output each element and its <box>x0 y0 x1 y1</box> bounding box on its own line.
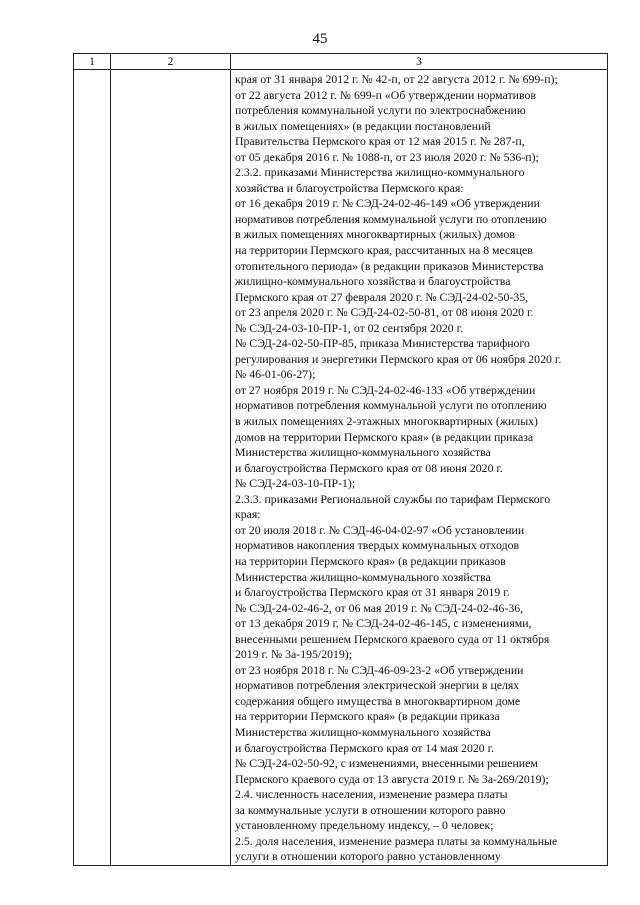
column-3-text <box>231 70 607 865</box>
text-line: в жилых помещениях 2-этажных многоквартирных (жилых) <box>235 414 538 429</box>
text-line: в жилых помещениях многоквартирных (жилых) домов <box>235 227 515 242</box>
column-3-cell <box>231 70 608 866</box>
text-line: на территории Пермского края» (в редакции приказа <box>235 709 500 724</box>
text-line: № 46-01-06-27); <box>235 367 316 382</box>
text-line: 2019 г. № 3а-195/2019); <box>235 647 352 662</box>
column-1-header: 1 <box>74 54 111 70</box>
text-line: отопительного периода» (в редакции приказов Министерства <box>235 258 544 273</box>
text-line: содержания общего имущества в многоквартирном доме <box>235 693 521 708</box>
page-number: 45 <box>312 31 328 47</box>
text-line: края: <box>235 507 261 522</box>
text-line: № СЭД-24-02-50-92, с изменениями, внесенными решением <box>235 756 538 771</box>
text-line: от 23 ноября 2018 г. № СЭД-46-09-23-2 «Об утверждении <box>235 662 524 677</box>
column-2-cell <box>111 70 231 866</box>
text-line: от 05 декабря 2016 г. № 1088-п, от 23 июля 2020 г. № 536-п); <box>235 149 539 164</box>
text-line: 2.5. доля населения, изменение размера платы за коммунальные <box>235 833 558 848</box>
text-line: нормативов потребления коммунальной услуги по отоплению <box>235 398 547 413</box>
text-line: № СЭД-24-03-10-ПР-1); <box>235 476 356 491</box>
text-line: 2.3.2. приказами Министерства жилищно-коммунального <box>235 165 525 180</box>
text-line: от 27 ноября 2019 г. № СЭД-24-02-46-133 «Об утверждении <box>235 382 536 397</box>
column-3-header: 3 <box>231 54 608 70</box>
text-line: Министерства жилищно-коммунального хозяйства <box>235 724 491 739</box>
text-line: установленному предельному индексу, – 0 человек; <box>235 818 494 833</box>
text-line: домов на территории Пермского края» (в редакции приказа <box>235 429 534 444</box>
column-2-header: 2 <box>111 54 231 70</box>
text-line: 2.4. численность населения, изменение размера платы <box>235 787 508 802</box>
text-line: Пермского края от 27 февраля 2020 г. № СЭД-24-02-50-35, <box>235 289 529 304</box>
text-line: № СЭД-24-02-50-ПР-85, приказа Министерства тарифного <box>235 336 530 351</box>
text-line: за коммунальные услуги в отношении которого равно <box>235 802 506 817</box>
column-1-cell <box>74 70 111 866</box>
text-line: Правительства Пермского края от 12 мая 2015 г. № 287-п, <box>235 134 525 149</box>
text-line: от 13 декабря 2019 г. № СЭД-24-02-46-145, с изменениями, <box>235 616 532 631</box>
text-line: от 23 апреля 2020 г. № СЭД-24-02-50-81, от 08 июня 2020 г. <box>235 305 534 320</box>
text-line: жилищно-коммунального хозяйства и благоустройства <box>235 274 511 289</box>
text-line: нормативов накопления твердых коммунальных отходов <box>235 538 520 553</box>
text-line: потребления коммунальной услуги по электроснабжению <box>235 103 526 118</box>
text-line: от 20 июля 2018 г. № СЭД-46-04-02-97 «Об установлении <box>235 522 525 537</box>
table-header-row <box>74 54 608 70</box>
text-line: нормативов потребления коммунальной услуги по отоплению <box>235 211 547 226</box>
text-line: услуги в отношении которого равно установленному <box>235 849 501 864</box>
text-line: края от 31 января 2012 г. № 42-п, от 22 августа 2012 г. № 699-п); <box>235 72 558 86</box>
text-line: регулирования и энергетики Пермского края от 06 ноября 2020 г. <box>235 351 562 366</box>
text-line: на территории Пермского края, рассчитанных на 8 месяцев <box>235 243 533 258</box>
text-line: и благоустройства Пермского края от 31 января 2019 г. <box>235 585 510 600</box>
text-line: от 22 августа 2012 г. № 699-п «Об утверждении нормативов <box>235 87 536 102</box>
text-line: и благоустройства Пермского края от 14 мая 2020 г. <box>235 740 495 755</box>
text-line: на территории Пермского края» (в редакции приказов <box>235 553 506 568</box>
text-line: в жилых помещениях» (в редакции постановлений <box>235 118 491 133</box>
text-line: Пермского краевого суда от 13 августа 2019 г. № 3а-269/2019); <box>235 771 549 786</box>
text-line: № СЭД-24-03-10-ПР-1, от 02 сентября 2020 г. <box>235 320 464 335</box>
table-row <box>74 70 608 866</box>
text-line: внесенными решением Пермского краевого суда от 11 октября <box>235 631 550 646</box>
text-line: и благоустройства Пермского края от 08 июня 2020 г. <box>235 460 503 475</box>
text-line: нормативов потребления электрической энергии в целях <box>235 678 520 693</box>
text-line: 2.3.3. приказами Региональной службы по тарифам Пермского <box>235 491 551 506</box>
text-line: от 16 декабря 2019 г. № СЭД-24-02-46-149 «Об утверждении <box>235 196 540 211</box>
text-line: хозяйства и благоустройства Пермского края: <box>235 180 464 195</box>
text-line: № СЭД-24-02-46-2, от 06 мая 2019 г. № СЭД-24-02-46-36, <box>235 600 524 615</box>
text-line: Министерства жилищно-коммунального хозяйства <box>235 569 491 584</box>
document-table <box>73 53 608 866</box>
text-line: Министерства жилищно-коммунального хозяйства <box>235 445 491 460</box>
